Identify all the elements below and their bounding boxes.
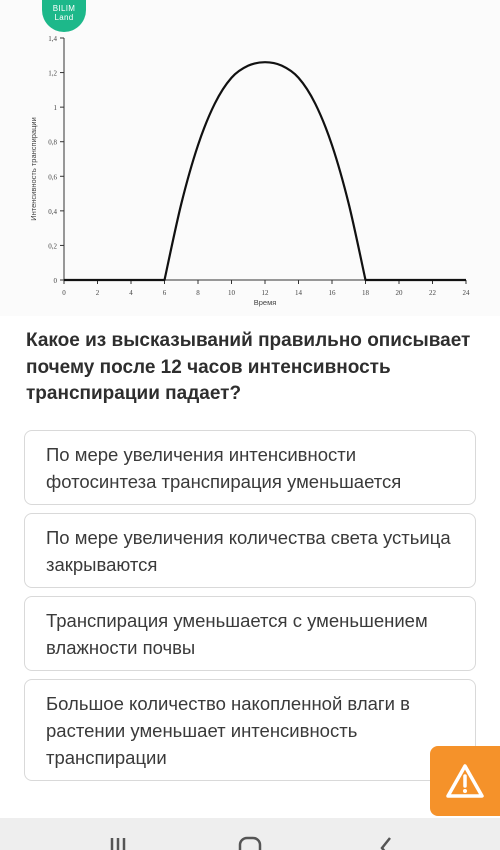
x-tick-label: 4 <box>129 289 133 297</box>
home-icon <box>220 818 280 850</box>
recent-apps-icon <box>88 818 148 850</box>
answer-option-4[interactable]: Большое количество накопленной влаги в растении уменьшает интенсивность транспирации <box>24 679 476 781</box>
warning-icon <box>445 763 485 799</box>
x-tick-label: 2 <box>95 289 100 297</box>
chart-svg <box>0 0 500 316</box>
y-tick-label: 0,2 <box>48 242 57 251</box>
transpiration-series-line <box>64 62 466 280</box>
x-tick-label: 12 <box>261 289 269 297</box>
x-tick-label: 8 <box>196 289 200 297</box>
home-button[interactable] <box>220 818 280 850</box>
y-tick-label: 1,4 <box>48 35 57 43</box>
x-tick-label: 0 <box>62 289 66 297</box>
x-tick-label: 22 <box>429 289 436 297</box>
x-axis-title: Время <box>253 298 277 307</box>
y-tick-label: 0,6 <box>48 173 57 182</box>
x-tick-label: 6 <box>162 289 167 297</box>
x-tick-label: 18 <box>362 289 369 297</box>
x-tick-label: 16 <box>328 289 336 297</box>
back-icon <box>352 818 412 850</box>
x-tick-label: 20 <box>395 289 403 297</box>
answer-option-1[interactable]: По мере увеличения интенсивности фотосинтеза транспирация уменьшается <box>24 430 476 505</box>
x-tick-label: 10 <box>228 289 235 297</box>
y-tick-label: 0,4 <box>48 207 57 216</box>
answer-options <box>24 430 476 789</box>
y-tick-label: 1,2 <box>48 69 57 78</box>
y-axis-title: Интенсивность транспирации <box>29 117 38 221</box>
report-problem-button[interactable] <box>430 746 500 816</box>
logo-line-2: Land <box>54 13 74 22</box>
y-tick-label: 0 <box>53 277 57 285</box>
recent-apps-button[interactable] <box>88 818 148 850</box>
transpiration-chart <box>0 0 500 316</box>
y-tick-label: 0,8 <box>48 138 57 147</box>
y-tick-label: 1 <box>53 104 57 113</box>
answer-option-2[interactable]: По мере увеличения количества света устьица закрываются <box>24 513 476 588</box>
logo-line-1: BILIM <box>52 4 76 13</box>
x-tick-label: 14 <box>295 289 302 297</box>
answer-option-3[interactable]: Транспирация уменьшается с уменьшением влажности почвы <box>24 596 476 671</box>
question-text: Какое из высказываний правильно описывает почему после 12 часов интенсивность транспирации падает? <box>26 330 471 404</box>
x-tick-label: 24 <box>462 289 470 297</box>
system-navigation-bar <box>0 818 500 850</box>
back-button[interactable] <box>352 818 412 850</box>
